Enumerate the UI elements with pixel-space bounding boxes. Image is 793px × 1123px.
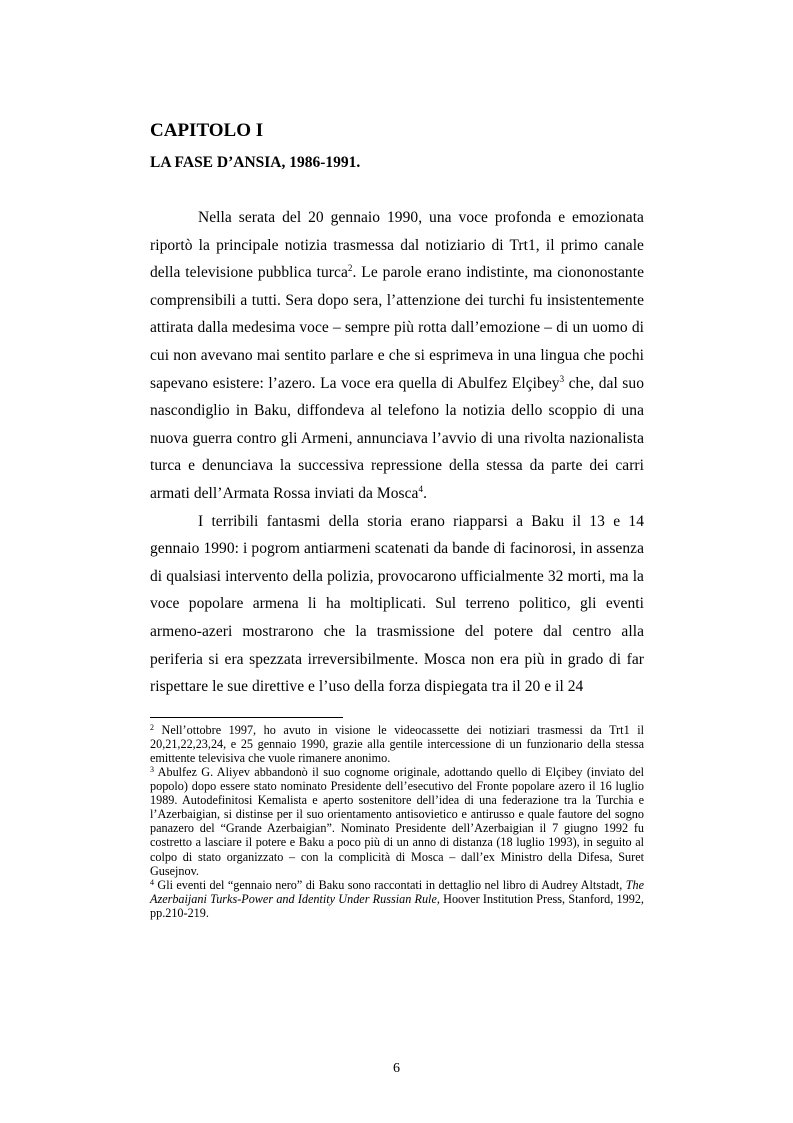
text-run: . Le parole erano indistinte, ma ciononostante comprensibili a tutti. Sera dopo sera, l’attenzione dei turchi fu insistentemente attirata dalla medesima voce – sempre più rotta dall’emozione – di un uomo di cui non avevano mai sentito parlare e che si esprimeva in una lingua che pochi sapevano esistere: l’azero. La voce era quella di Abulfez Elçibey <box>150 264 645 392</box>
chapter-subtitle: LA FASE D’ANSIA, 1986-1991. <box>150 154 361 171</box>
text-run: , Hoover Institution Press, Stanford, 1992, pp.210-219. <box>150 891 644 920</box>
chapter-heading: CAPITOLO I <box>150 120 264 141</box>
text-run: che, dal suo nascondiglio in Baku, diffondeva al telefono la notizia dello scoppio di una nuova guerra contro gli Armeni, annunciava l’avvio di una rivolta nazionalista turca e denunciava la successiva repressione della stessa da parte dei carri armati dell’Armata Rossa inviati da Mosca <box>150 374 644 502</box>
footnote <box>150 765 644 878</box>
text-run: Nell’ottobre 1997, ho avuto in visione le videocassette dei notiziari trasmessi da Trt1 il 20,21,22,23,24, e 25 gennaio 1990, grazie alla gentile intercessione di un funzionario della stessa emittente televisiva che vuole rimanere anonimo. <box>150 722 644 765</box>
footnote-separator <box>150 717 343 718</box>
text-run: Gli eventi del “gennaio nero” di Baku sono raccontati in dettaglio nel libro di Audrey Altstadt, <box>154 877 626 892</box>
page-content <box>150 118 644 920</box>
page-number: 6 <box>393 1061 400 1076</box>
body-text <box>150 204 644 701</box>
footnote-ref: 4 <box>418 483 424 494</box>
paragraph <box>150 204 644 508</box>
footnote-number: 3 <box>150 764 154 774</box>
footnote-number: 2 <box>150 722 154 732</box>
footnote <box>150 723 644 765</box>
footnote-ref: 3 <box>559 373 565 384</box>
text-run: I terribili fantasmi della storia erano riapparsi a Baku il 13 e 14 gennaio 1990: i pogrom antiarmeni scatenati da bande di facinorosi, in assenza di qualsiasi intervento della polizia, provocarono ufficialmente 32 morti, ma la voce popolare armena li ha moltiplicati. Sul terreno politico, gli eventi armeno-azeri mostrarono che la trasmissione del potere dal centro alla periferia si era spezzata irreversibilmente. Mosca non era più in grado di far rispettare le sue direttive e l’uso della forza dispiegata tra il 20 e il 24 <box>150 512 644 696</box>
footnote <box>150 878 644 920</box>
text-run: . <box>423 484 427 502</box>
text-run: Abulfez G. Aliyev abbandonò il suo cognome originale, adottando quello di Elçibey (inviato del popolo) dopo essere stato nominato Presidente dell’esecutivo del Fronte popolare azero il 16 luglio 1989. Autodefinitosi Kemalista e aperto sostenitore dell’idea di una federazione tra la Turchia e l’Azerbaigian, si distinse per il suo orientamento antisovietico e antirusso e quale fautore del sogno panazero del “Grande Azerbaigian”. Nominato Presidente dell’Azerbaigian il 7 giugno 1992 fu costretto a lasciare il potere e Baku a poco più di un anno di distanza (18 luglio 1993), in seguito al colpo di stato organizzato – con la complicità di Mosca – dall’ex Ministro della Difesa, Suret Gusejnov. <box>150 764 644 878</box>
footnote-number: 4 <box>150 877 154 887</box>
italic-title: The Azerbaijani Turks-Power and Identity Under Russian Rule <box>150 877 644 906</box>
paragraph <box>150 508 644 701</box>
footnote-ref: 2 <box>347 263 353 274</box>
text-run: Nella serata del 20 gennaio 1990, una voce profonda e emozionata riportò la principale notizia trasmessa dal notiziario di Trt1, il primo canale della televisione pubblica turca <box>150 209 644 282</box>
footnotes <box>150 723 644 920</box>
